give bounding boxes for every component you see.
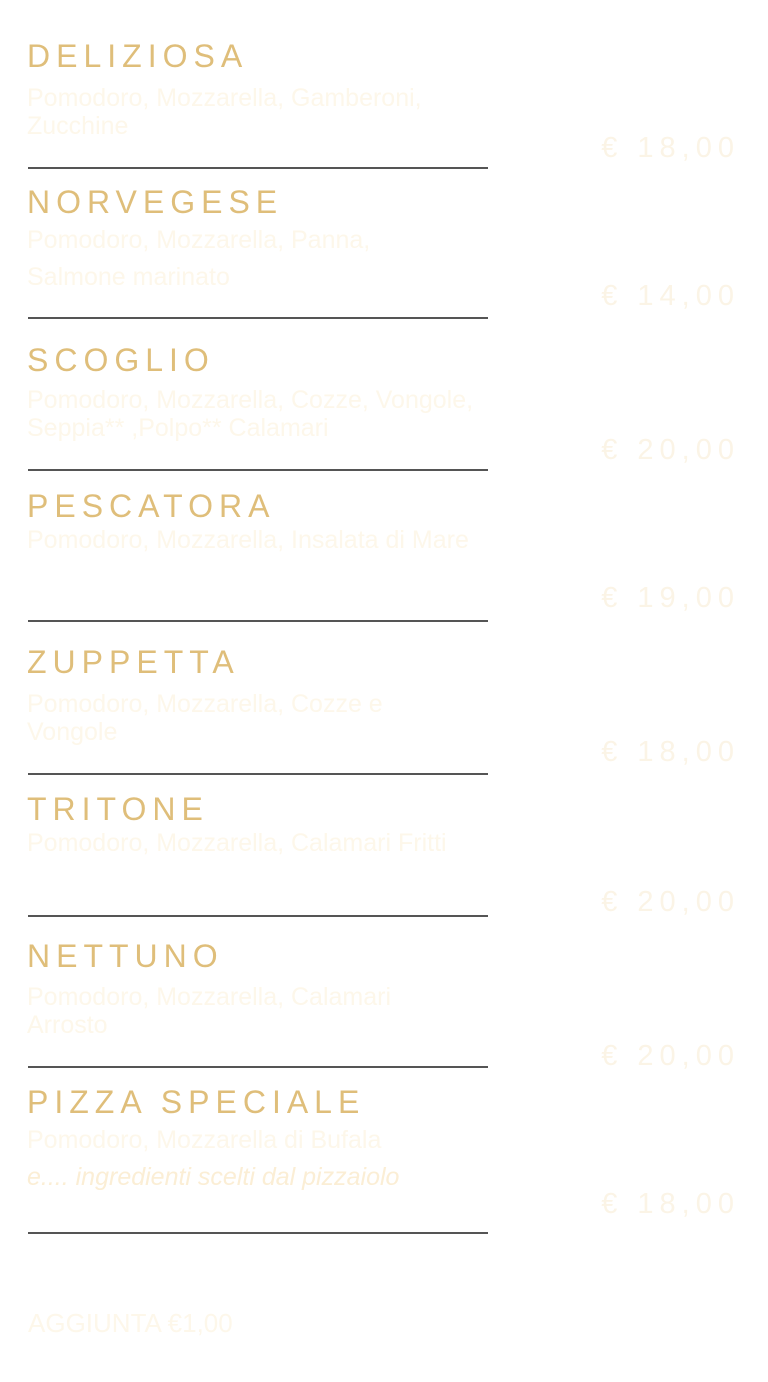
item-description: Pomodoro, Mozzarella, Calamari Fritti [27, 829, 447, 857]
item-price: € 19,00 [601, 582, 740, 614]
item-name: PIZZA SPECIALE [27, 1084, 366, 1120]
item-description: Pomodoro, Mozzarella, Panna, Salmone marinato [27, 226, 371, 291]
item-description: Pomodoro, Mozzarella di Bufala [27, 1126, 382, 1154]
item-price: € 18,00 [601, 1188, 740, 1220]
item-price: € 20,00 [601, 1040, 740, 1072]
divider [28, 773, 488, 775]
divider [28, 167, 488, 169]
item-price: € 20,00 [601, 434, 740, 466]
divider [28, 317, 488, 319]
item-description: Pomodoro, Mozzarella, Cozze, Vongole, Seppia** ,Polpo** Calamari [27, 386, 474, 442]
item-name: NORVEGESE [27, 184, 284, 220]
item-price: € 18,00 [601, 132, 740, 164]
item-description: Pomodoro, Mozzarella, Gamberoni, Zucchine [27, 84, 422, 140]
divider [28, 1066, 488, 1068]
item-price: € 14,00 [601, 280, 740, 312]
item-name: TRITONE [27, 791, 209, 827]
addon-price-note: AGGIUNTA €1,00 [28, 1308, 233, 1338]
item-price: € 18,00 [601, 736, 740, 768]
item-name: DELIZIOSA [27, 38, 249, 74]
item-name: ZUPPETTA [27, 644, 240, 680]
item-name: NETTUNO [27, 938, 224, 974]
item-name: SCOGLIO [27, 342, 215, 378]
item-price: € 20,00 [601, 886, 740, 918]
item-description: Pomodoro, Mozzarella, Cozze e Vongole [27, 690, 383, 746]
item-description: Pomodoro, Mozzarella, Calamari Arrosto [27, 983, 392, 1039]
item-name: PESCATORA [27, 488, 276, 524]
divider [28, 469, 488, 471]
divider [28, 1232, 488, 1234]
item-description: Pomodoro, Mozzarella, Insalata di Mare [27, 526, 469, 554]
item-description-extra [27, 1163, 517, 1191]
divider [28, 915, 488, 917]
divider [28, 620, 488, 622]
chef-choice-note: e.... ingredienti scelti dal pizzaiolo [27, 1163, 400, 1191]
